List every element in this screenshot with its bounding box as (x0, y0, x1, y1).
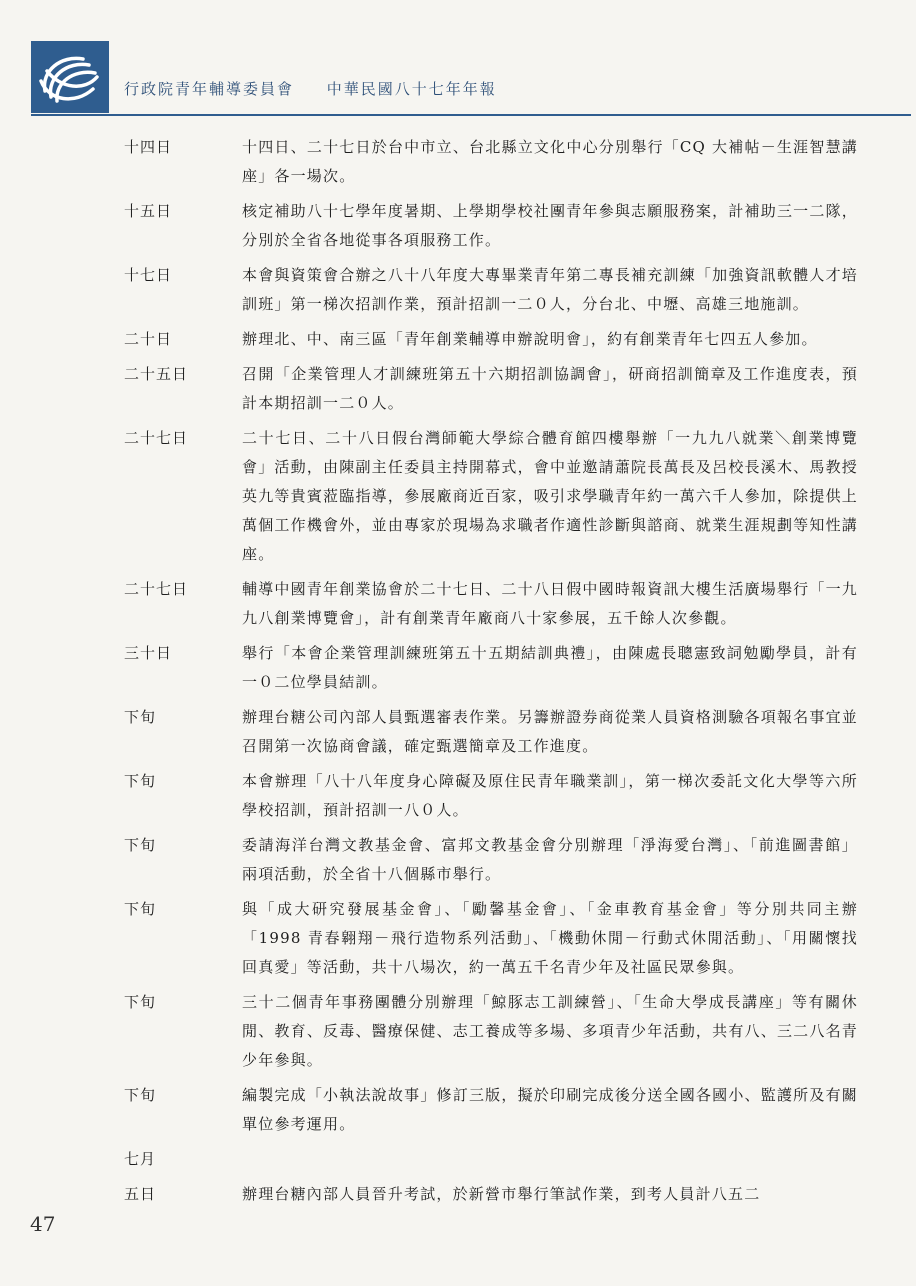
entry (0, 1081, 916, 1139)
entry (0, 703, 916, 761)
entry (0, 895, 916, 982)
entry-date: 下旬 (124, 993, 157, 1011)
entry (0, 831, 916, 889)
logo-box (31, 41, 109, 113)
entry-date: 下旬 (124, 836, 157, 854)
entry (0, 1180, 916, 1209)
ring-logo-icon (31, 41, 109, 113)
entry-text: 召開「企業管理人才訓練班第五十六期招訓協調會」，研商招訓簡章及工作進度表，預計本期招訓一二０人。 (242, 365, 858, 412)
entry-date: 三十日 (124, 644, 173, 662)
entry (0, 639, 916, 697)
entry-text: 辦理北、中、南三區「青年創業輔導申辦說明會」，約有創業青年七四五人參加。 (242, 330, 818, 348)
entry-text: 三十二個青年事務團體分別辦理「鯨豚志工訓練營」、「生命大學成長講座」等有關休閒、教育、反毒、醫療保健、志工養成等多場、多項青少年活動，共有八、三二八名青少年參與。 (242, 993, 858, 1069)
entry-text: 辦理台糖內部人員晉升考試，於新營市舉行筆試作業，到考人員計八五二 (242, 1185, 761, 1203)
entry-date: 十四日 (124, 138, 173, 156)
entry-date: 二十七日 (124, 429, 189, 447)
entry-date: 十五日 (124, 202, 173, 220)
report-year: 中華民國八十七年年報 (326, 80, 497, 98)
entry (0, 767, 916, 825)
entry-text: 輔導中國青年創業協會於二十七日、二十八日假中國時報資訊大樓生活廣場舉行「一九九八創業博覽會」，計有創業青年廠商八十家參展，五千餘人次參觀。 (242, 580, 858, 627)
entry-date: 下旬 (124, 708, 157, 726)
entry (0, 133, 916, 191)
entry (0, 197, 916, 255)
entry-date: 二十五日 (124, 365, 189, 383)
entry-text: 編製完成「小執法說故事」修訂三版，擬於印刷完成後分送全國各國小、監護所及有關單位參考運用。 (242, 1086, 858, 1133)
page-number: 47 (30, 1212, 56, 1236)
entry-text: 與「成大研究發展基金會」、「勵馨基金會」、「金車教育基金會」等分別共同主辦「1998 青春翱翔－飛行造物系列活動」、「機動休閒－行動式休閒活動」、「用關懷找回真愛」等活動，共十八場次，約一萬五千名青少年及社區民眾參與。 (242, 900, 858, 976)
month-heading: 七月 (124, 1150, 157, 1168)
entry-text: 本會辦理「八十八年度身心障礙及原住民青年職業訓」，第一梯次委託文化大學等六所學校招訓，預計招訓一八０人。 (242, 772, 858, 819)
chronicle-entries (0, 133, 916, 1215)
entry-date: 五日 (124, 1185, 157, 1203)
entry-text: 十四日、二十七日於台中市立、台北縣立文化中心分別舉行「CQ 大補帖－生涯智慧講座」各一場次。 (242, 138, 858, 185)
entry-date: 十七日 (124, 266, 173, 284)
entry-text: 核定補助八十七學年度暑期、上學期學校社團青年參與志願服務案，計補助三一二隊，分別於全省各地從事各項服務工作。 (242, 202, 858, 249)
org-name: 行政院青年輔導委員會 (124, 80, 295, 98)
entry-date: 下旬 (124, 1086, 157, 1104)
month-heading-row (0, 1145, 916, 1174)
entry (0, 360, 916, 418)
header-rule (31, 114, 911, 116)
entry-date: 下旬 (124, 772, 157, 790)
entry-text: 本會與資策會合辦之八十八年度大專畢業青年第二專長補充訓練「加強資訊軟體人才培訓班」第一梯次招訓作業，預計招訓一二０人，分台北、中壢、高雄三地施訓。 (242, 266, 858, 313)
entry-text: 二十七日、二十八日假台灣師範大學綜合體育館四樓舉辦「一九九八就業＼創業博覽會」活動，由陳副主任委員主持開幕式，會中並邀請蕭院長萬長及呂校長溪木、馬教授英九等貴賓蒞臨指導，參展廠商近百家，吸引求學職青年約一萬六千人參加，除提供上萬個工作機會外，並由專家於現場為求職者作適性診斷與諮商、就業生涯規劃等知性講座。 (242, 429, 858, 563)
entry (0, 988, 916, 1075)
entry-text: 辦理台糖公司內部人員甄選審表作業。另籌辦證券商從業人員資格測驗各項報名事宜並召開第一次協商會議，確定甄選簡章及工作進度。 (242, 708, 858, 755)
entry (0, 424, 916, 569)
entry-date: 二十七日 (124, 580, 189, 598)
entry (0, 261, 916, 319)
running-header (124, 78, 497, 99)
entry (0, 325, 916, 354)
entry-text: 委請海洋台灣文教基金會、富邦文教基金會分別辦理「淨海愛台灣」、「前進圖書館」兩項活動，於全省十八個縣市舉行。 (242, 836, 858, 883)
entry (0, 575, 916, 633)
entry-date: 二十日 (124, 330, 173, 348)
entry-date: 下旬 (124, 900, 157, 918)
entry-text: 舉行「本會企業管理訓練班第五十五期結訓典禮」，由陳處長聰憲致詞勉勵學員，計有一０二位學員結訓。 (242, 644, 858, 691)
